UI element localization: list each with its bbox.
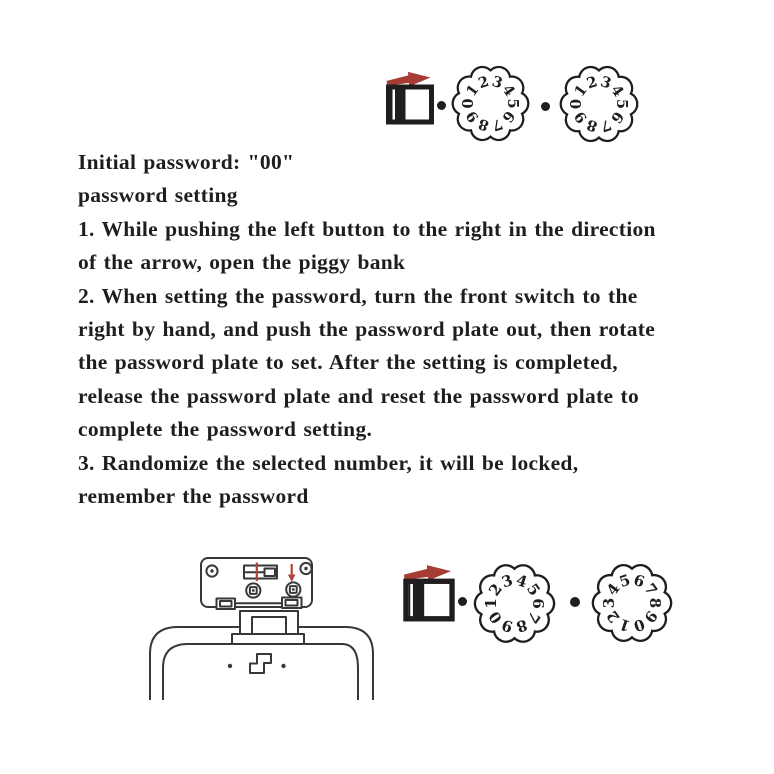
svg-text:5: 5 xyxy=(617,570,633,592)
svg-text:7: 7 xyxy=(598,115,614,135)
svg-text:5: 5 xyxy=(523,580,544,600)
instructions xyxy=(78,146,768,513)
svg-text:6: 6 xyxy=(498,107,519,126)
svg-text:9: 9 xyxy=(571,107,591,127)
instruction-line: password setting xyxy=(78,183,238,208)
password-dial xyxy=(448,61,533,146)
instruction-line: 2. When setting the password, turn the front switch to the xyxy=(78,283,638,308)
instruction-line: complete the password setting. xyxy=(78,417,373,442)
instruction-line: 1. While pushing the left button to the right in the direction xyxy=(78,216,656,241)
svg-text:2: 2 xyxy=(485,580,506,600)
svg-text:9: 9 xyxy=(499,615,516,636)
separator-dot xyxy=(458,597,467,606)
pin-dot xyxy=(228,664,232,668)
instruction-line: right by hand, and push the password plate out, then rotate xyxy=(78,316,656,341)
svg-text:1: 1 xyxy=(617,614,633,636)
separator-dot xyxy=(570,597,580,607)
separator-dot xyxy=(541,102,550,111)
password-dial xyxy=(556,61,642,147)
svg-text:2: 2 xyxy=(584,73,600,93)
password-dial xyxy=(588,559,676,647)
svg-text:2: 2 xyxy=(602,607,624,627)
svg-text:7: 7 xyxy=(640,579,662,599)
instruction-line: 3. Randomize the selected number, it will be locked, xyxy=(78,450,579,475)
svg-text:2: 2 xyxy=(476,72,492,93)
svg-text:1: 1 xyxy=(462,81,483,100)
svg-text:8: 8 xyxy=(476,114,492,135)
svg-text:7: 7 xyxy=(523,607,544,627)
switch-icon xyxy=(385,69,435,125)
svg-text:9: 9 xyxy=(462,107,483,126)
svg-text:8: 8 xyxy=(584,115,600,135)
svg-text:4: 4 xyxy=(513,571,530,592)
svg-text:6: 6 xyxy=(631,570,647,592)
instruction-line: release the password plate and reset the password plate to xyxy=(78,383,640,408)
svg-text:0: 0 xyxy=(568,98,586,110)
svg-text:5: 5 xyxy=(612,98,630,110)
latch-bracket xyxy=(250,654,271,673)
svg-text:0: 0 xyxy=(485,607,506,627)
svg-text:4: 4 xyxy=(602,579,624,599)
svg-text:4: 4 xyxy=(498,81,519,100)
box-outline-right xyxy=(298,627,373,700)
svg-text:0: 0 xyxy=(459,98,477,109)
svg-text:3: 3 xyxy=(489,72,505,93)
lock-mechanism-diagram xyxy=(140,540,400,700)
svg-text:8: 8 xyxy=(646,597,665,609)
hinge-base xyxy=(232,634,304,644)
password-dial xyxy=(470,559,559,648)
hinge-inner xyxy=(252,617,286,634)
svg-text:0: 0 xyxy=(631,614,647,636)
svg-text:9: 9 xyxy=(640,607,662,627)
instruction-line: of the arrow, open the piggy bank xyxy=(78,250,406,275)
svg-text:3: 3 xyxy=(598,73,614,93)
svg-text:1: 1 xyxy=(571,81,591,101)
svg-text:6: 6 xyxy=(607,107,627,127)
switch-icon xyxy=(402,562,456,622)
separator-dot xyxy=(437,101,446,110)
svg-text:8: 8 xyxy=(513,615,530,636)
svg-text:5: 5 xyxy=(504,98,522,109)
svg-text:6: 6 xyxy=(528,598,547,609)
svg-text:4: 4 xyxy=(607,81,627,101)
instruction-line: Initial password: "00" xyxy=(78,150,295,174)
svg-text:3: 3 xyxy=(599,597,618,609)
svg-text:3: 3 xyxy=(499,571,516,592)
svg-text:7: 7 xyxy=(489,114,505,135)
svg-text:1: 1 xyxy=(482,598,501,609)
instruction-line: remember the password xyxy=(78,483,309,508)
instruction-line: the password plate to set. After the setting is completed, xyxy=(78,350,618,375)
pin-dot xyxy=(281,664,285,668)
